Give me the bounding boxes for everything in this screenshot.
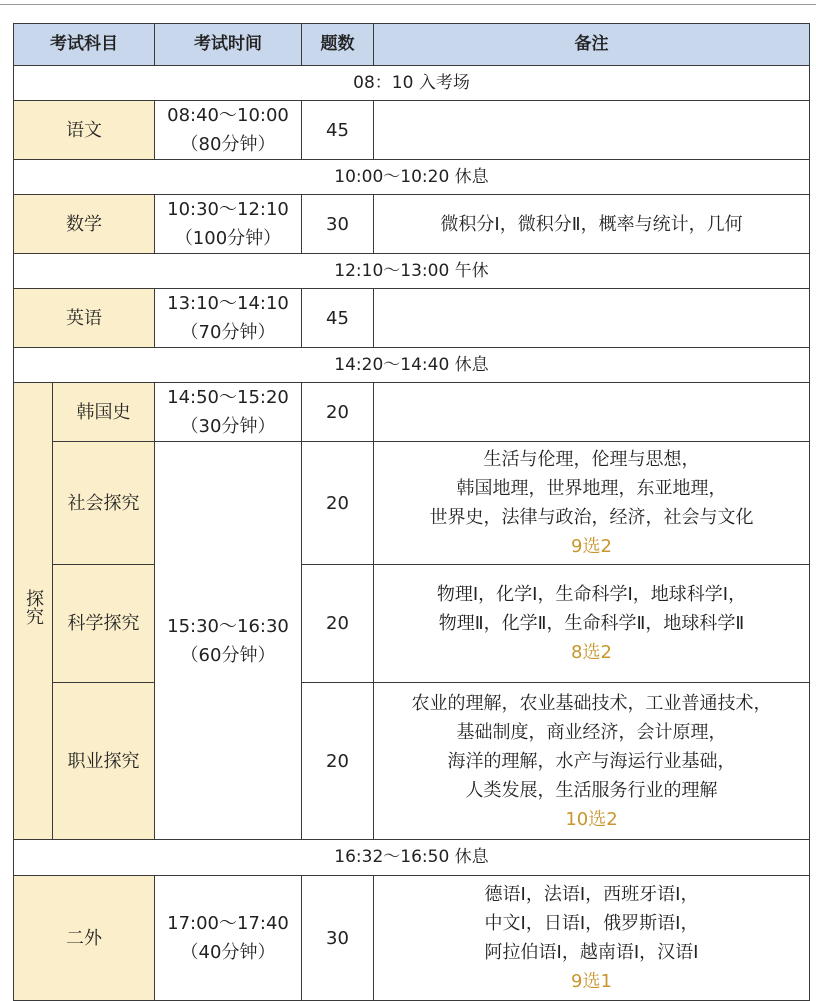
time-cell (155, 101, 302, 160)
count-cell: 45 (302, 289, 374, 348)
subject-cell: 语文 (14, 101, 155, 160)
count-cell: 30 (302, 876, 374, 1001)
pick-count: 10选2 (565, 808, 618, 830)
time-duration: （100分钟） (174, 228, 282, 249)
header-count: 题数 (302, 24, 374, 66)
count-cell: 45 (302, 101, 374, 160)
time-cell (155, 195, 302, 254)
header-notes: 备注 (374, 24, 810, 66)
subject-cell: 数学 (14, 195, 155, 254)
time-cell (155, 383, 302, 442)
note-line: 基础制度，商业经济，会计原理， (456, 721, 727, 743)
subject-cell: 社会探究 (53, 442, 155, 565)
header-row (14, 24, 810, 66)
table-row-vocational (14, 683, 810, 840)
time-range: 17:00～17:40 (167, 913, 289, 934)
time-range: 14:50～15:20 (167, 387, 289, 408)
time-duration: （40分钟） (180, 942, 276, 963)
header-time: 考试时间 (155, 24, 302, 66)
subject-cell: 科学探究 (53, 565, 155, 683)
table-row-social (14, 442, 810, 565)
separator-entry: 08：10 入考场 (14, 66, 810, 101)
note-line: 农业的理解，农业基础技术，工业普通技术， (411, 692, 772, 714)
note-line: 德语Ⅰ，法语Ⅰ，西班牙语Ⅰ， (484, 884, 699, 905)
note-line: 韩国地理，世界地理，东亚地理， (456, 478, 727, 499)
subject-cell: 二外 (14, 876, 155, 1001)
time-range: 10:30～12:10 (167, 199, 289, 220)
separator-row (14, 254, 810, 289)
top-divider (0, 4, 816, 5)
note-cell (374, 442, 810, 565)
separator-break: 16:32～16:50 休息 (14, 840, 810, 876)
note-line: 物理Ⅱ，化学Ⅱ，生命科学Ⅱ，地球科学Ⅱ (438, 613, 745, 634)
subject-cell: 韩国史 (53, 383, 155, 442)
note-line: 中文Ⅰ，日语Ⅰ，俄罗斯语Ⅰ， (484, 913, 699, 934)
time-duration: （70分钟） (180, 322, 276, 343)
time-duration: （60分钟） (180, 644, 276, 666)
separator-break: 10:00～10:20 休息 (14, 160, 810, 195)
inquiry-group-label (14, 383, 53, 840)
count-cell: 20 (302, 683, 374, 840)
separator-row (14, 160, 810, 195)
pick-count: 9选1 (571, 971, 612, 992)
note-cell (374, 383, 810, 442)
note-cell (374, 565, 810, 683)
time-range: 13:10～14:10 (167, 293, 289, 314)
time-range: 15:30～16:30 (167, 615, 289, 637)
note-line: 人类发展，生活服务行业的理解 (465, 779, 718, 801)
note-cell (374, 289, 810, 348)
pick-count: 9选2 (571, 536, 612, 557)
subject-cell: 职业探究 (53, 683, 155, 840)
table-row-korean (14, 101, 810, 160)
note-line: 生活与伦理，伦理与思想， (483, 449, 700, 470)
inquiry-label-text: 探究 (23, 589, 44, 625)
pick-count: 8选2 (571, 642, 612, 663)
note-line: 世界史，法律与政治，经济，社会与文化 (429, 507, 754, 528)
time-duration: （80分钟） (180, 134, 276, 155)
count-cell: 20 (302, 565, 374, 683)
time-duration: （30分钟） (180, 416, 276, 437)
time-cell (155, 289, 302, 348)
table-row-math (14, 195, 810, 254)
count-cell: 20 (302, 383, 374, 442)
exam-schedule-table (13, 23, 810, 1001)
separator-row (14, 840, 810, 876)
note-line: 海洋的理解，水产与海运行业基础， (447, 750, 736, 772)
table-row-english (14, 289, 810, 348)
note-cell (374, 101, 810, 160)
count-cell: 20 (302, 442, 374, 565)
separator-break: 14:20～14:40 休息 (14, 348, 810, 383)
note-line: 阿拉伯语Ⅰ，越南语Ⅰ，汉语Ⅰ (484, 942, 699, 963)
header-subject: 考试科目 (14, 24, 155, 66)
count-cell: 30 (302, 195, 374, 254)
time-range: 08:40～10:00 (167, 105, 289, 126)
shared-time-cell (155, 442, 302, 840)
note-line: 物理Ⅰ，化学Ⅰ，生命科学Ⅰ，地球科学Ⅰ， (436, 584, 747, 605)
table-row-history (14, 383, 810, 442)
separator-lunch: 12:10～13:00 午休 (14, 254, 810, 289)
separator-row (14, 66, 810, 101)
note-cell (374, 683, 810, 840)
note-cell: 微积分Ⅰ，微积分Ⅱ，概率与统计，几何 (374, 195, 810, 254)
separator-row (14, 348, 810, 383)
subject-cell: 英语 (14, 289, 155, 348)
table-row-science (14, 565, 810, 683)
